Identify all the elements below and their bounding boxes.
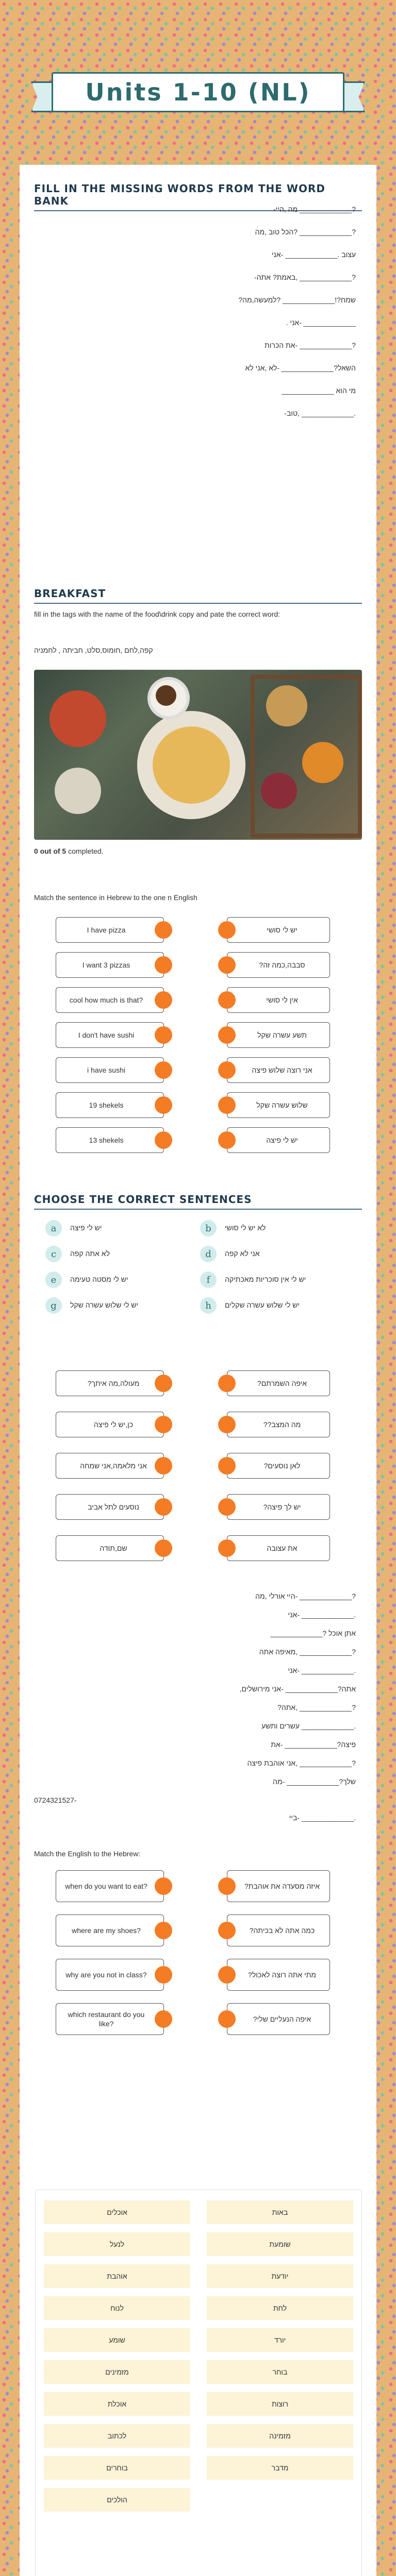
word-chip[interactable]: לחת bbox=[207, 2296, 353, 2320]
option-letter[interactable]: d bbox=[200, 1246, 217, 1262]
word-chip[interactable]: לכתוב bbox=[44, 2424, 190, 2448]
english-item[interactable]: why are you not in class? bbox=[56, 1959, 164, 1991]
fill-row[interactable]: מי הוא _____________ bbox=[282, 386, 356, 395]
word-chip[interactable]: לנוח bbox=[44, 2296, 190, 2320]
english-item[interactable]: cool how much is that? bbox=[56, 987, 164, 1013]
fill-row[interactable]: ?_____________ ,אתה? bbox=[277, 1703, 356, 1711]
option-text: יש לי שלוש עשרה שקלים bbox=[225, 1301, 300, 1309]
word-bank bbox=[35, 2190, 362, 2576]
option-letter[interactable]: b bbox=[200, 1220, 217, 1236]
hebrew-item[interactable]: תשע עשרה שקל bbox=[227, 1022, 330, 1048]
connector-dot[interactable] bbox=[218, 1131, 236, 1149]
connector-dot[interactable] bbox=[218, 1096, 236, 1114]
option-text: לא יש לי סושי bbox=[225, 1224, 266, 1232]
connector-dot[interactable] bbox=[155, 1457, 172, 1475]
fill-row[interactable]: השאל?_____________ -לא ,אני לא bbox=[245, 364, 356, 372]
connector-dot[interactable] bbox=[218, 1966, 236, 1984]
fill-row[interactable]: ?_____________ מה ,היי- bbox=[273, 205, 356, 213]
score-suffix: completed. bbox=[66, 847, 104, 855]
title-banner bbox=[31, 72, 365, 118]
fill-row[interactable]: _____________ -אני . bbox=[286, 318, 356, 327]
word-chip[interactable]: בוחרים bbox=[44, 2456, 190, 2480]
score-value: 0 out of 5 bbox=[34, 847, 67, 855]
hebrew-item[interactable]: אין לי סושי bbox=[227, 987, 330, 1013]
connector-dot[interactable] bbox=[218, 956, 236, 974]
banner-flag bbox=[52, 72, 344, 112]
option-letter[interactable]: f bbox=[200, 1272, 217, 1288]
connector-dot[interactable] bbox=[155, 2010, 172, 2028]
option-letter[interactable]: c bbox=[45, 1246, 62, 1262]
connector-dot[interactable] bbox=[155, 1539, 172, 1557]
question-item[interactable]: את עצובה bbox=[227, 1535, 330, 1561]
fill-row[interactable]: ._____________ -ביי bbox=[289, 1814, 356, 1822]
word-chip[interactable]: אוכלים bbox=[44, 2200, 190, 2224]
question-item[interactable]: לאן נוסעים? bbox=[227, 1453, 330, 1479]
english-item[interactable]: 19 shekels bbox=[56, 1092, 164, 1118]
option-text: אני לא קפה bbox=[225, 1249, 260, 1258]
hebrew-item[interactable]: יש לי סושי bbox=[227, 917, 330, 943]
word-chip[interactable]: מזמינים bbox=[44, 2360, 190, 2384]
word-chip[interactable]: אוכלת bbox=[44, 2392, 190, 2416]
fill-row[interactable]: עצוב ._____________ -אני bbox=[271, 250, 356, 259]
answer-item[interactable]: שם,תודה bbox=[56, 1535, 164, 1561]
fill-row[interactable]: ?_____________ ?הכל טוב ,מה bbox=[255, 228, 356, 236]
fill-row[interactable]: שמח?!_____________ ?למעשה,מה? bbox=[238, 296, 356, 304]
connector-dot[interactable] bbox=[155, 1026, 172, 1044]
fill-row[interactable]: פיצה?_____________ -את bbox=[271, 1740, 356, 1749]
hebrew-item[interactable]: איזה מסעדה את אוהבת? bbox=[227, 1870, 330, 1902]
answer-item[interactable]: אני מלאמה,אני שמחה bbox=[56, 1453, 164, 1479]
connector-dot[interactable] bbox=[155, 1498, 172, 1516]
word-chip[interactable]: רוצות bbox=[207, 2392, 353, 2416]
hebrew-item[interactable]: איפה הנעליים שלי? bbox=[227, 2003, 330, 2035]
english-item[interactable]: I have pizza bbox=[56, 917, 164, 943]
fill-row[interactable]: ?_____________ -היי אורלי ,מה bbox=[255, 1592, 356, 1600]
connector-dot[interactable] bbox=[155, 1966, 172, 1984]
connector-dot[interactable] bbox=[218, 1375, 236, 1392]
section1-heading: FILL IN THE MISSING WORDS FROM THE WORD BANK bbox=[34, 182, 362, 211]
connector-dot[interactable] bbox=[218, 1026, 236, 1044]
question-item[interactable]: איפה השמרתם? bbox=[227, 1370, 330, 1396]
english-item[interactable]: I don't have sushi bbox=[56, 1022, 164, 1048]
connector-dot[interactable] bbox=[218, 1457, 236, 1475]
fill-row[interactable]: ._____________ ,טוב- bbox=[284, 409, 356, 417]
connector-dot[interactable] bbox=[155, 1922, 172, 1939]
question-item[interactable]: יש לך פיצה? bbox=[227, 1494, 330, 1520]
hebrew-item[interactable]: סבבה,כמה זה? bbox=[227, 952, 330, 978]
connector-dot[interactable] bbox=[155, 1877, 172, 1895]
option-letter[interactable]: a bbox=[45, 1220, 62, 1236]
english-item[interactable]: which restaurant do you like? bbox=[56, 2003, 164, 2035]
connector-dot[interactable] bbox=[218, 991, 236, 1009]
word-chip[interactable]: מזמינה bbox=[207, 2424, 353, 2448]
word-chip[interactable]: הולכים bbox=[44, 2488, 190, 2512]
word-chip[interactable]: מדבר bbox=[207, 2456, 353, 2480]
connector-dot[interactable] bbox=[218, 1539, 236, 1557]
hebrew-item[interactable]: יש לי פיצה bbox=[227, 1127, 330, 1153]
english-item[interactable]: where are my shoes? bbox=[56, 1914, 164, 1946]
word-chip[interactable]: יודעת bbox=[207, 2264, 353, 2288]
answer-item[interactable]: כן,יש לי פיצה bbox=[56, 1412, 164, 1437]
english-item[interactable]: 13 shekels bbox=[56, 1127, 164, 1153]
fill-row[interactable]: ?_____________ ,מאיפה אתה bbox=[259, 1648, 356, 1656]
connector-dot[interactable] bbox=[155, 956, 172, 974]
score-line bbox=[34, 846, 104, 856]
answer-item[interactable]: נוסעים לתל אביב bbox=[56, 1494, 164, 1520]
connector-dot[interactable] bbox=[218, 1922, 236, 1939]
word-chip[interactable]: לנעל bbox=[44, 2232, 190, 2256]
option-letter[interactable]: e bbox=[45, 1272, 62, 1288]
option-text: יש לי אין סוכריות מאכתיקה bbox=[225, 1275, 306, 1283]
connector-dot[interactable] bbox=[155, 991, 172, 1009]
hebrew-item[interactable]: אני רוצה שלוש פיצה bbox=[227, 1057, 330, 1083]
option-text: יש לי שלוש עשרה שקל bbox=[70, 1301, 139, 1309]
option-text: יש לי מסטה טעימה bbox=[70, 1275, 128, 1283]
option-text: יש לי פיצה bbox=[70, 1224, 102, 1232]
word-chip[interactable]: שומע bbox=[44, 2328, 190, 2352]
section4-heading: CHOOSE THE CORRECT SENTENCES bbox=[34, 1193, 362, 1210]
english-item[interactable]: i have sushi bbox=[56, 1057, 164, 1083]
english-item[interactable]: when do you want to eat? bbox=[56, 1870, 164, 1902]
word-chip[interactable]: אוהבת bbox=[44, 2264, 190, 2288]
connector-dot[interactable] bbox=[218, 1416, 236, 1433]
phone-number: 0724321527- bbox=[34, 1796, 77, 1804]
connector-dot[interactable] bbox=[155, 1375, 172, 1392]
connector-dot[interactable] bbox=[218, 1498, 236, 1516]
word-chip[interactable]: בוחר bbox=[207, 2360, 353, 2384]
option-text: לא אתה קפה bbox=[70, 1249, 110, 1258]
fill-row[interactable]: ._____________ -אני bbox=[288, 1611, 356, 1619]
match3-instruction: Match the English to the Hebrew: bbox=[34, 1850, 141, 1858]
fill-row[interactable]: ?_____________ ,באמת? אתה- bbox=[254, 273, 356, 281]
fill-row[interactable]: אתה?_____________ -אני מירושלים, bbox=[239, 1685, 356, 1693]
fill-row[interactable]: ?_____________ ,אני אוהבת פיצה bbox=[247, 1759, 356, 1767]
worksheet bbox=[20, 165, 376, 2576]
connector-dot[interactable] bbox=[218, 2010, 236, 2028]
fill-row[interactable]: אתן אוכל ?_____________ bbox=[270, 1629, 356, 1637]
word-chip[interactable]: שומעת bbox=[207, 2232, 353, 2256]
word-chip[interactable]: באות bbox=[207, 2200, 353, 2224]
section2-heading: BREAKFAST bbox=[34, 587, 362, 604]
breakfast-words: קפה,לחם ,חומוס,סלט, חביתה , לחמניה bbox=[34, 646, 153, 654]
connector-dot[interactable] bbox=[155, 1131, 172, 1149]
connector-dot[interactable] bbox=[155, 1416, 172, 1433]
hebrew-item[interactable]: מתי אתה רוצה לאכול? bbox=[227, 1959, 330, 1991]
connector-dot[interactable] bbox=[218, 1061, 236, 1079]
fill-row[interactable]: שלך?_____________ -מה bbox=[273, 1777, 356, 1786]
question-item[interactable]: מה המצב?? bbox=[227, 1412, 330, 1437]
connector-dot[interactable] bbox=[218, 1877, 236, 1895]
fill-row[interactable]: ?_____________ -את הכרות bbox=[265, 341, 356, 349]
connector-dot[interactable] bbox=[155, 921, 172, 939]
hebrew-item[interactable]: כמה אתה לא בכיתה? bbox=[227, 1914, 330, 1946]
breakfast-photo bbox=[34, 670, 362, 840]
match1-instruction: Match the sentence in Hebrew to the one n English bbox=[34, 893, 197, 902]
option-letter[interactable]: g bbox=[45, 1297, 62, 1314]
hebrew-item[interactable]: שלוש עשרה שקל bbox=[227, 1092, 330, 1118]
connector-dot[interactable] bbox=[155, 1061, 172, 1079]
fill-row[interactable]: ._____________ עשרים ותשע bbox=[261, 1722, 356, 1730]
page-title: Units 1-10 (NL) bbox=[85, 78, 311, 106]
english-item[interactable]: I want 3 pizzas bbox=[56, 952, 164, 978]
breakfast-instruction: fill in the tags with the name of the food\drink copy and pate the correct word: bbox=[34, 610, 280, 618]
word-chip[interactable]: יורד bbox=[207, 2328, 353, 2352]
option-letter[interactable]: h bbox=[200, 1297, 217, 1314]
connector-dot[interactable] bbox=[155, 1096, 172, 1114]
connector-dot[interactable] bbox=[218, 921, 236, 939]
answer-item[interactable]: מעולה,מה איתך? bbox=[56, 1370, 164, 1396]
fill-row[interactable]: ._____________ -אני bbox=[288, 1666, 356, 1674]
